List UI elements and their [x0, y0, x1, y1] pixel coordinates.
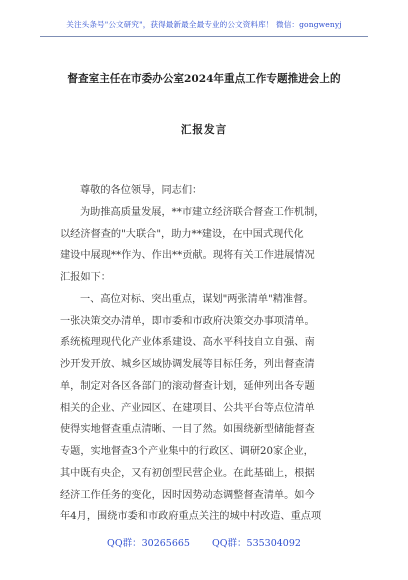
document-body — [60, 180, 352, 528]
body-line: 为助推高质量发展，**市建立经济联合督查工作机制， — [80, 206, 325, 218]
body-line: 系统梳理现代化产业体系建设、高水平科技自立自强、南 — [60, 337, 315, 349]
footer-qq-group-2: QQ群：535304092 — [211, 538, 301, 549]
body-line: 使得实地督查重点清晰、一目了然。如围绕新型储能督查 — [60, 424, 315, 436]
document-title-line-1: 督查室主任在市委办公室2024年重点工作专题推进会上的 — [67, 73, 341, 85]
body-line: 相关的企业、产业园区、在建项目、公共平台等点位清单 — [60, 402, 315, 414]
body-line: 单，制定对各区各部门的滚动督查计划，延伸列出各专题 — [60, 380, 315, 392]
salutation: 尊敬的各位领导，同志们： — [80, 185, 203, 196]
document-title-line-2: 汇报发言 — [180, 124, 228, 136]
body-line: 一张决策交办清单，即市委和市政府决策交办事项清单。 — [60, 315, 315, 327]
body-line: 沙开发开放、城乡区域协调发展等目标任务，列出督查清 — [60, 359, 315, 370]
body-line: 建设中展现**作为、作出**贡献。现将有关工作进展情况 — [60, 250, 315, 262]
header-rule — [40, 36, 368, 37]
body-line: 专题，实地督查3个产业集中的行政区、调研20家企业， — [60, 446, 314, 457]
body-line: 汇报如下： — [60, 272, 111, 283]
header-banner: 关注头条号"公文研究"，获得最新最全最专业的公文资料库！ 微信：gongwenyj — [66, 20, 342, 29]
footer-contacts — [0, 535, 408, 549]
body-line: 年4月，围绕市委和市政府重点关注的城中村改造、重点项 — [60, 511, 322, 523]
section-heading: 一、高位对标、突出重点，谋划"两张清单"精准督。 — [80, 293, 314, 305]
body-line: 以经济督查的"大联合"，助力**建设，在中国式现代化 — [60, 228, 304, 240]
body-line: 经济工作任务的变化，因时因势动态调整督查清单。如今 — [60, 489, 315, 501]
footer-qq-group-1: QQ群：30265665 — [107, 538, 190, 549]
body-line: 其中既有央企，又有初创型民营企业。在此基础上，根据 — [60, 467, 315, 479]
